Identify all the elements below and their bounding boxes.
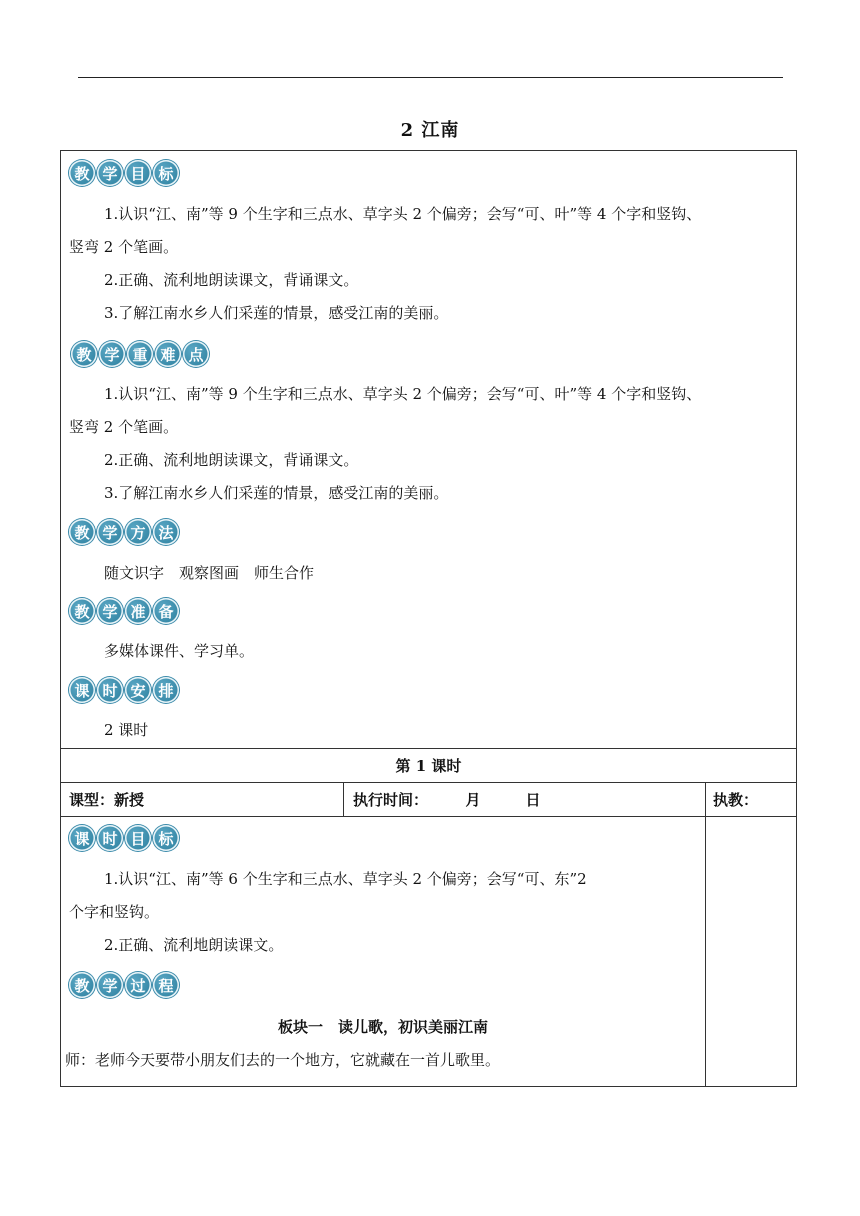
badge-key-points <box>71 341 209 367</box>
column-divider <box>343 782 344 816</box>
row-divider <box>61 748 796 749</box>
badge-char: 教 <box>69 972 95 998</box>
badge-schedule <box>69 677 179 703</box>
goal-line-1: 1.认识“江、南”等 9 个生字和三点水、草字头 2 个偏旁；会写“可、叶”等 4 个字和竖钩、 <box>104 205 702 223</box>
badge-char: 标 <box>153 160 179 186</box>
badge-char: 教 <box>71 341 97 367</box>
prep-text: 多媒体课件、学习单。 <box>104 642 255 660</box>
lesson-goal-line-3: 2.正确、流利地朗读课文。 <box>104 936 284 954</box>
lesson-plan-table <box>60 150 797 1087</box>
badge-teaching-goals <box>69 160 179 186</box>
key-point-line-4: 3.了解江南水乡人们采莲的情景，感受江南的美丽。 <box>104 484 449 502</box>
badge-char: 过 <box>125 972 151 998</box>
key-point-line-1: 1.认识“江、南”等 9 个生字和三点水、草字头 2 个偏旁；会写“可、叶”等 4 个字和竖钩、 <box>104 385 702 403</box>
key-point-line-2: 竖弯 2 个笔画。 <box>69 418 179 436</box>
badge-char: 学 <box>99 341 125 367</box>
column-divider <box>705 782 706 1086</box>
teacher-label: 执教： <box>713 791 759 809</box>
badge-char: 标 <box>153 825 179 851</box>
badge-char: 点 <box>183 341 209 367</box>
badge-char: 方 <box>125 519 151 545</box>
lesson-heading: 第 1 课时 <box>395 757 462 775</box>
badge-char: 目 <box>125 160 151 186</box>
badge-char: 时 <box>97 825 123 851</box>
badge-teaching-process <box>69 972 179 998</box>
schedule-text: 2 课时 <box>104 721 149 739</box>
badge-char: 准 <box>125 598 151 624</box>
badge-char: 备 <box>153 598 179 624</box>
badge-char: 教 <box>69 160 95 186</box>
badge-char: 法 <box>153 519 179 545</box>
badge-teaching-prep <box>69 598 179 624</box>
badge-char: 课 <box>69 825 95 851</box>
header-rule <box>78 77 783 78</box>
badge-char: 目 <box>125 825 151 851</box>
method-text: 随文识字 观察图画 师生合作 <box>104 564 315 582</box>
lesson-goal-line-2: 个字和竖钩。 <box>69 903 160 921</box>
badge-char: 学 <box>97 598 123 624</box>
badge-char: 学 <box>97 519 123 545</box>
badge-lesson-goals <box>69 825 179 851</box>
badge-char: 排 <box>153 677 179 703</box>
badge-char: 安 <box>125 677 151 703</box>
badge-char: 学 <box>97 160 123 186</box>
block-title: 板块一 读儿歌，初识美丽江南 <box>277 1018 488 1036</box>
lesson-goal-line-1: 1.认识“江、南”等 6 个生字和三点水、草字头 2 个偏旁；会写“可、东”2 <box>104 870 587 888</box>
badge-char: 程 <box>153 972 179 998</box>
lesson-type: 课型：新授 <box>69 791 145 809</box>
document-title: 2 江南 <box>400 120 460 141</box>
badge-char: 难 <box>155 341 181 367</box>
badge-char: 课 <box>69 677 95 703</box>
execution-time: 执行时间： 月 日 <box>353 791 541 809</box>
badge-char: 学 <box>97 972 123 998</box>
badge-char: 时 <box>97 677 123 703</box>
goal-line-3: 2.正确、流利地朗读课文，背诵课文。 <box>104 271 359 289</box>
badge-teaching-method <box>69 519 179 545</box>
badge-char: 重 <box>127 341 153 367</box>
badge-char: 教 <box>69 598 95 624</box>
badge-char: 教 <box>69 519 95 545</box>
row-divider <box>61 816 796 817</box>
row-divider <box>61 782 796 783</box>
key-point-line-3: 2.正确、流利地朗读课文，背诵课文。 <box>104 451 359 469</box>
goal-line-4: 3.了解江南水乡人们采莲的情景，感受江南的美丽。 <box>104 304 449 322</box>
goal-line-2: 竖弯 2 个笔画。 <box>69 238 179 256</box>
teacher-dialogue: 师：老师今天要带小朋友们去的一个地方，它就藏在一首儿歌里。 <box>65 1051 501 1069</box>
